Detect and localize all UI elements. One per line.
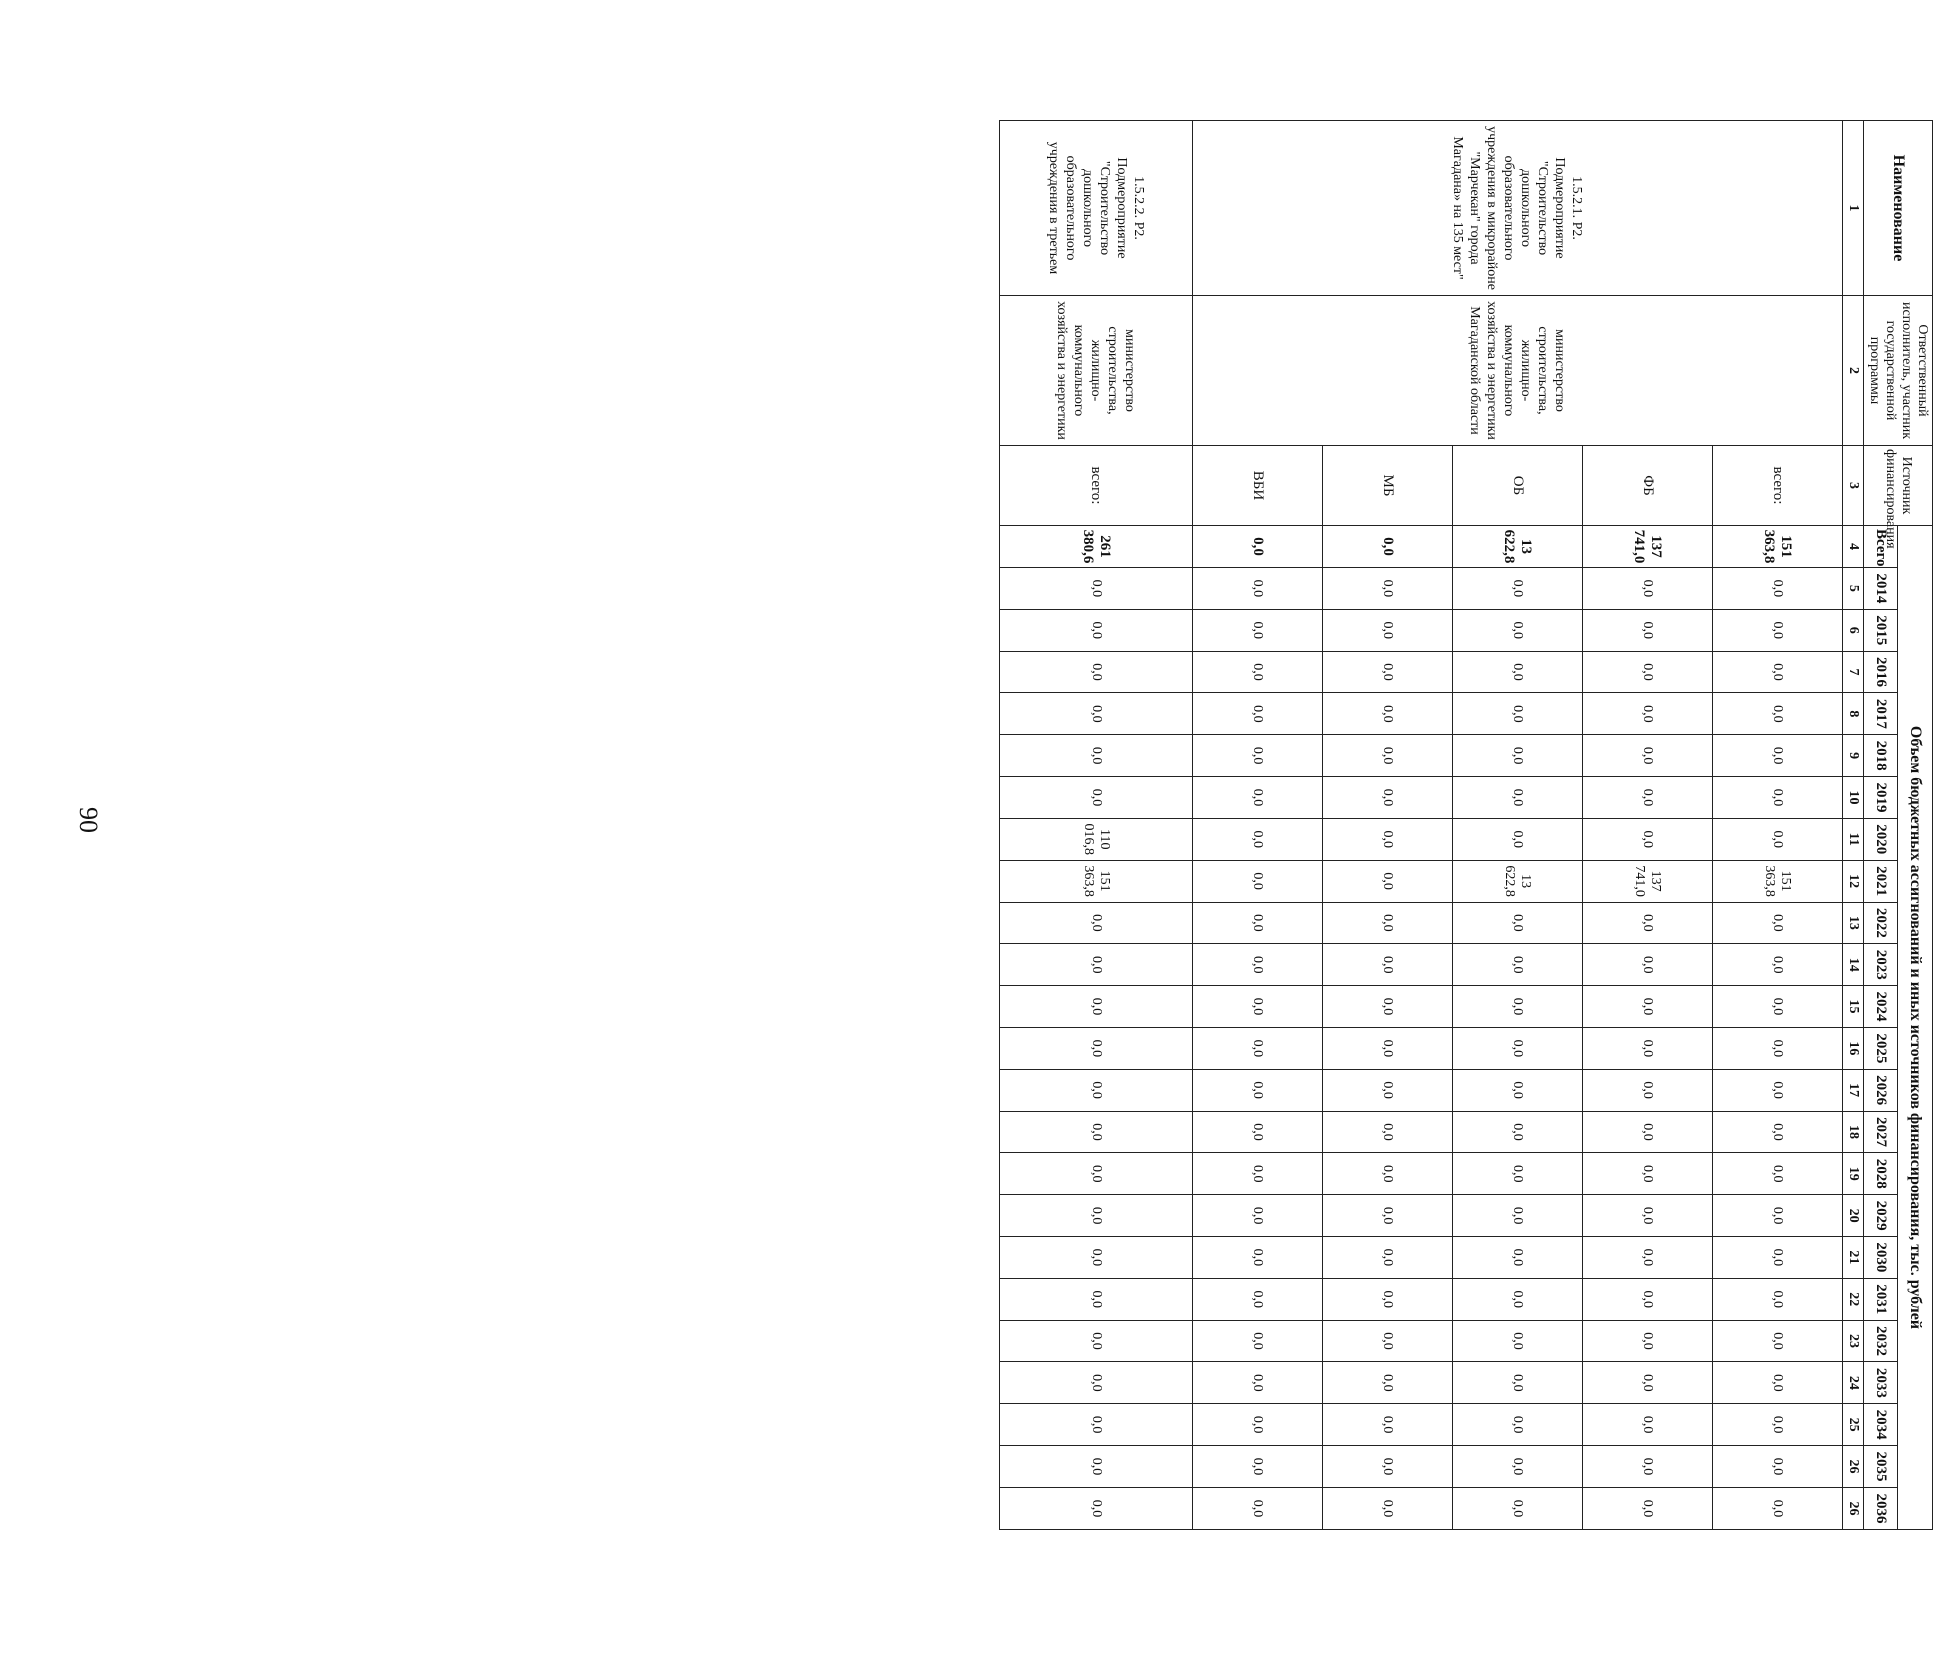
year-value: 0,0 (1452, 1237, 1582, 1279)
year-value: 0,0 (1582, 777, 1712, 819)
year-value: 0,0 (1322, 609, 1452, 651)
column-number: 20 (1843, 1195, 1864, 1237)
table-row (1000, 121, 1193, 1530)
header-year: 2015 (1864, 609, 1898, 651)
executor-name: министерство строительства, жилищно-коммунального хозяйства и энергетики Магаданской области (1192, 296, 1842, 446)
year-value: 0,0 (1452, 944, 1582, 986)
year-value: 0,0 (1322, 1446, 1452, 1488)
year-value: 0,0 (1582, 1487, 1712, 1529)
year-value: 0,0 (1712, 902, 1842, 944)
column-number: 8 (1843, 693, 1864, 735)
total-value: 137 741,0 (1582, 526, 1712, 568)
header-name: Наименование (1864, 121, 1933, 296)
activity-name: 1.5.2.2. Р2. Подмероприятие "Строительство дошкольного образовательного учреждения в третьем (1000, 121, 1193, 296)
column-number: 15 (1843, 986, 1864, 1028)
year-value: 0,0 (1712, 944, 1842, 986)
header-year: 2017 (1864, 693, 1898, 735)
header-funding-title: Объем бюджетных ассигнований и иных источников финансирования, тыс. рублей (1897, 526, 1932, 1530)
funding-source: всего: (1712, 446, 1842, 526)
total-value: 151 363,8 (1712, 526, 1842, 568)
column-number: 21 (1843, 1237, 1864, 1279)
year-value: 0,0 (1192, 777, 1322, 819)
total-value: 0,0 (1322, 526, 1452, 568)
header-row-top (1897, 121, 1932, 1530)
year-value: 0,0 (1192, 609, 1322, 651)
year-value: 0,0 (1452, 568, 1582, 610)
year-value: 0,0 (1452, 1446, 1582, 1488)
year-value: 0,0 (1712, 1487, 1842, 1529)
year-value: 0,0 (1582, 735, 1712, 777)
year-value: 0,0 (1452, 1195, 1582, 1237)
header-year: 2016 (1864, 651, 1898, 693)
year-value: 0,0 (1000, 693, 1193, 735)
year-value: 0,0 (1582, 1404, 1712, 1446)
year-value: 0,0 (1452, 1278, 1582, 1320)
year-value: 0,0 (1000, 1446, 1193, 1488)
funding-source: ФБ (1582, 446, 1712, 526)
year-value: 151 363,8 (1712, 860, 1842, 902)
column-number: 16 (1843, 1027, 1864, 1069)
year-value: 0,0 (1000, 1237, 1193, 1279)
year-value: 0,0 (1452, 1320, 1582, 1362)
header-year: 2031 (1864, 1278, 1898, 1320)
header-year: 2036 (1864, 1487, 1898, 1529)
column-number-row (1843, 121, 1864, 1530)
year-value: 0,0 (1322, 818, 1452, 860)
year-value: 0,0 (1000, 1027, 1193, 1069)
column-number: 25 (1843, 1404, 1864, 1446)
year-value: 0,0 (1192, 944, 1322, 986)
year-value: 0,0 (1322, 1027, 1452, 1069)
year-value: 0,0 (1582, 986, 1712, 1028)
year-value: 0,0 (1192, 1446, 1322, 1488)
year-value: 0,0 (1452, 1153, 1582, 1195)
column-number: 18 (1843, 1111, 1864, 1153)
year-value: 0,0 (1712, 1027, 1842, 1069)
column-number: 7 (1843, 651, 1864, 693)
year-value: 0,0 (1322, 568, 1452, 610)
column-number: 12 (1843, 860, 1864, 902)
year-value: 0,0 (1322, 735, 1452, 777)
year-value: 0,0 (1000, 1069, 1193, 1111)
year-value: 0,0 (1712, 1446, 1842, 1488)
activity-name: 1.5.2.1. Р2. Подмероприятие "Строительство дошкольного образовательного учреждения в микрорайоне "Марчекан" города Магадана» на 135 мест" (1192, 121, 1842, 296)
year-value: 0,0 (1000, 609, 1193, 651)
year-value: 0,0 (1712, 818, 1842, 860)
total-value: 261 380,6 (1000, 526, 1193, 568)
year-value: 0,0 (1322, 1278, 1452, 1320)
year-value: 0,0 (1582, 651, 1712, 693)
year-value: 0,0 (1582, 1153, 1712, 1195)
year-value: 0,0 (1712, 1237, 1842, 1279)
column-number: 5 (1843, 568, 1864, 610)
year-value: 0,0 (1712, 651, 1842, 693)
column-number: 10 (1843, 777, 1864, 819)
year-value: 0,0 (1582, 609, 1712, 651)
year-value: 0,0 (1712, 1320, 1842, 1362)
total-value: 0,0 (1192, 526, 1322, 568)
year-value: 0,0 (1452, 693, 1582, 735)
year-value: 0,0 (1000, 1404, 1193, 1446)
column-number: 24 (1843, 1362, 1864, 1404)
year-value: 0,0 (1192, 986, 1322, 1028)
year-value: 0,0 (1712, 1404, 1842, 1446)
header-year: 2014 (1864, 568, 1898, 610)
year-value: 0,0 (1582, 902, 1712, 944)
year-value: 0,0 (1452, 986, 1582, 1028)
year-value: 0,0 (1192, 860, 1322, 902)
total-value: 13 622,8 (1452, 526, 1582, 568)
year-value: 0,0 (1000, 1487, 1193, 1529)
year-value: 0,0 (1452, 1362, 1582, 1404)
column-number: 19 (1843, 1153, 1864, 1195)
header-source: Источник финансирования (1864, 446, 1933, 526)
year-value: 0,0 (1712, 1362, 1842, 1404)
year-value: 0,0 (1192, 1069, 1322, 1111)
year-value: 0,0 (1712, 1195, 1842, 1237)
header-year: 2030 (1864, 1237, 1898, 1279)
header-year: 2023 (1864, 944, 1898, 986)
year-value: 0,0 (1322, 860, 1452, 902)
year-value: 0,0 (1192, 902, 1322, 944)
year-value: 0,0 (1582, 1362, 1712, 1404)
header-year: 2032 (1864, 1320, 1898, 1362)
year-value: 0,0 (1452, 1111, 1582, 1153)
year-value: 0,0 (1000, 944, 1193, 986)
year-value: 0,0 (1192, 1320, 1322, 1362)
table-wrapper (113, 120, 1930, 1530)
header-year: 2021 (1864, 860, 1898, 902)
header-year: 2035 (1864, 1446, 1898, 1488)
column-number: 14 (1843, 944, 1864, 986)
year-value: 0,0 (1452, 1027, 1582, 1069)
column-number: 23 (1843, 1320, 1864, 1362)
year-value: 0,0 (1000, 735, 1193, 777)
year-value: 0,0 (1582, 568, 1712, 610)
year-value: 0,0 (1322, 1404, 1452, 1446)
year-value: 0,0 (1000, 1320, 1193, 1362)
year-value: 0,0 (1322, 1487, 1452, 1529)
year-value: 0,0 (1452, 651, 1582, 693)
year-value: 0,0 (1452, 1069, 1582, 1111)
header-year: 2028 (1864, 1153, 1898, 1195)
year-value: 151 363,8 (1000, 860, 1193, 902)
year-value: 0,0 (1712, 1153, 1842, 1195)
year-value: 0,0 (1582, 1278, 1712, 1320)
column-number: 13 (1843, 902, 1864, 944)
year-value: 0,0 (1582, 693, 1712, 735)
year-value: 0,0 (1452, 609, 1582, 651)
year-value: 0,0 (1192, 568, 1322, 610)
year-value: 0,0 (1192, 651, 1322, 693)
column-number: 9 (1843, 735, 1864, 777)
year-value: 0,0 (1322, 1362, 1452, 1404)
column-number: 22 (1843, 1278, 1864, 1320)
year-value: 0,0 (1712, 1111, 1842, 1153)
year-value: 0,0 (1582, 818, 1712, 860)
year-value: 0,0 (1452, 1487, 1582, 1529)
year-value: 0,0 (1000, 777, 1193, 819)
year-value: 0,0 (1582, 1195, 1712, 1237)
year-value: 0,0 (1322, 1153, 1452, 1195)
page-number: 90 (74, 807, 103, 833)
year-value: 0,0 (1582, 944, 1712, 986)
year-value: 0,0 (1712, 1278, 1842, 1320)
year-value: 0,0 (1712, 568, 1842, 610)
column-number: 1 (1843, 121, 1864, 296)
funding-source: ВБИ (1192, 446, 1322, 526)
header-year: 2025 (1864, 1027, 1898, 1069)
year-value: 0,0 (1192, 1111, 1322, 1153)
year-value: 0,0 (1582, 1069, 1712, 1111)
year-value: 0,0 (1712, 609, 1842, 651)
column-number: 11 (1843, 818, 1864, 860)
year-value: 0,0 (1000, 651, 1193, 693)
year-value: 0,0 (1000, 986, 1193, 1028)
year-value: 0,0 (1322, 693, 1452, 735)
executor-name: министерство строительства, жилищно-коммунального хозяйства и энергетики (1000, 296, 1193, 446)
year-value: 0,0 (1452, 1404, 1582, 1446)
funding-source: ОБ (1452, 446, 1582, 526)
header-executor: Ответственный исполнитель, участник государственной программы (1864, 296, 1933, 446)
year-value: 0,0 (1000, 902, 1193, 944)
year-value: 0,0 (1192, 1195, 1322, 1237)
year-value: 0,0 (1322, 777, 1452, 819)
year-value: 0,0 (1000, 1278, 1193, 1320)
column-number: 17 (1843, 1069, 1864, 1111)
year-value: 0,0 (1000, 568, 1193, 610)
header-year: 2026 (1864, 1069, 1898, 1111)
year-value: 0,0 (1000, 1111, 1193, 1153)
year-value: 110 016,8 (1000, 818, 1193, 860)
year-value: 0,0 (1322, 651, 1452, 693)
year-value: 137 741,0 (1582, 860, 1712, 902)
year-value: 0,0 (1192, 818, 1322, 860)
header-year: 2018 (1864, 735, 1898, 777)
funding-source: всего: (1000, 446, 1193, 526)
column-number: 3 (1843, 446, 1864, 526)
header-year: 2019 (1864, 777, 1898, 819)
header-year: 2033 (1864, 1362, 1898, 1404)
year-value: 0,0 (1582, 1237, 1712, 1279)
header-year: 2024 (1864, 986, 1898, 1028)
year-value: 0,0 (1192, 1027, 1322, 1069)
header-year: 2020 (1864, 818, 1898, 860)
year-value: 0,0 (1322, 944, 1452, 986)
year-value: 0,0 (1192, 1237, 1322, 1279)
header-year: 2022 (1864, 902, 1898, 944)
year-value: 0,0 (1452, 818, 1582, 860)
column-number: 26 (1843, 1446, 1864, 1488)
year-value: 0,0 (1192, 693, 1322, 735)
header-year: 2027 (1864, 1111, 1898, 1153)
year-value: 0,0 (1712, 986, 1842, 1028)
header-total: Всего (1864, 526, 1898, 568)
column-number: 4 (1843, 526, 1864, 568)
year-value: 0,0 (1582, 1027, 1712, 1069)
year-value: 13 622,8 (1452, 860, 1582, 902)
year-value: 0,0 (1322, 1237, 1452, 1279)
year-value: 0,0 (1322, 1111, 1452, 1153)
header-year: 2034 (1864, 1404, 1898, 1446)
column-number: 26 (1843, 1487, 1864, 1529)
year-value: 0,0 (1192, 1404, 1322, 1446)
year-value: 0,0 (1000, 1362, 1193, 1404)
year-value: 0,0 (1582, 1320, 1712, 1362)
funding-table (999, 120, 1933, 1530)
year-value: 0,0 (1000, 1195, 1193, 1237)
year-value: 0,0 (1582, 1111, 1712, 1153)
column-number: 6 (1843, 609, 1864, 651)
year-value: 0,0 (1712, 735, 1842, 777)
year-value: 0,0 (1452, 735, 1582, 777)
year-value: 0,0 (1192, 1487, 1322, 1529)
year-value: 0,0 (1322, 902, 1452, 944)
year-value: 0,0 (1452, 777, 1582, 819)
year-value: 0,0 (1322, 1195, 1452, 1237)
year-value: 0,0 (1192, 1362, 1322, 1404)
year-value: 0,0 (1000, 1153, 1193, 1195)
year-value: 0,0 (1192, 1278, 1322, 1320)
year-value: 0,0 (1712, 1069, 1842, 1111)
year-value: 0,0 (1712, 693, 1842, 735)
year-value: 0,0 (1452, 902, 1582, 944)
year-value: 0,0 (1712, 777, 1842, 819)
column-number: 2 (1843, 296, 1864, 446)
table-row (1712, 121, 1842, 1530)
year-value: 0,0 (1192, 1153, 1322, 1195)
year-value: 0,0 (1192, 735, 1322, 777)
year-value: 0,0 (1322, 1320, 1452, 1362)
year-value: 0,0 (1582, 1446, 1712, 1488)
year-value: 0,0 (1322, 1069, 1452, 1111)
rotated-table-frame (1023, 120, 1933, 1530)
funding-source: МБ (1322, 446, 1452, 526)
year-value: 0,0 (1322, 986, 1452, 1028)
header-year: 2029 (1864, 1195, 1898, 1237)
